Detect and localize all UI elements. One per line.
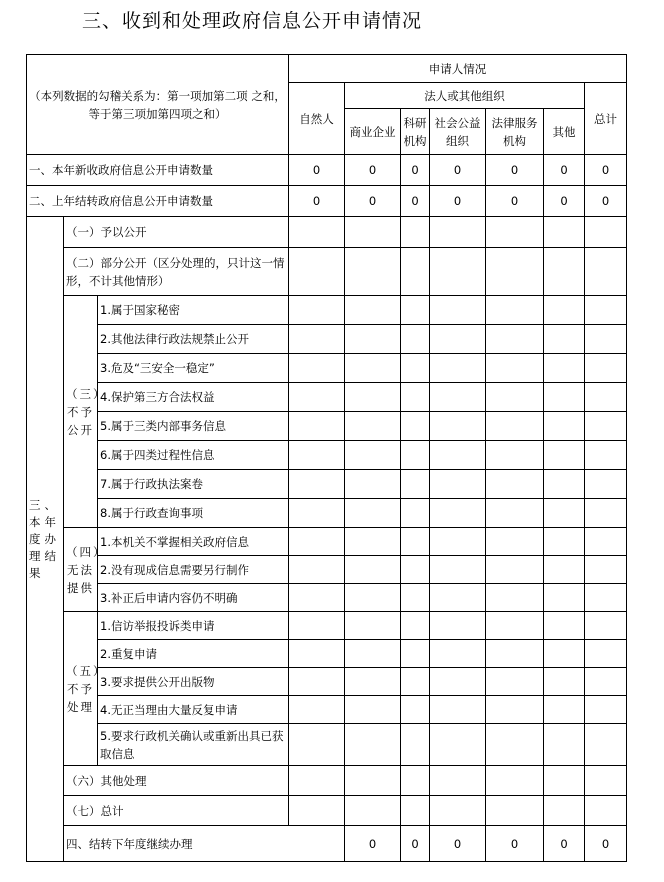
row-results-3-label: （三）不予公开 xyxy=(64,296,98,528)
row-next-year-label: 四、结转下年度继续办理 xyxy=(64,826,345,862)
row-results-3-item: 6.属于四类过程性信息 xyxy=(98,441,289,470)
row-results-5-item: 1.信访举报投诉类申请 xyxy=(98,612,289,640)
value-cell: 0 xyxy=(401,155,430,186)
row-new-label: 一、本年新收政府信息公开申请数量 xyxy=(27,155,289,186)
value-cell: 0 xyxy=(345,186,401,217)
row-results-3-item: 4.保护第三方合法权益 xyxy=(98,383,289,412)
value-cell: 0 xyxy=(401,186,430,217)
row-results-4-item: 3.补正后申请内容仍不明确 xyxy=(98,584,289,612)
legal-group-header: 法人或其他组织 xyxy=(345,83,585,109)
col-natural: 自然人 xyxy=(289,83,345,155)
value-cell: 0 xyxy=(401,826,430,862)
table-note: （本列数据的勾稽关系为：第一项加第二项 之和，等于第三项加第四项之和） xyxy=(27,55,289,155)
row-results-6: （六）其他处理 xyxy=(64,766,289,796)
applicant-header: 申请人情况 xyxy=(289,55,627,83)
row-results-5-label: （五）不予处理 xyxy=(64,612,98,766)
value-cell: 0 xyxy=(544,826,585,862)
col-business: 商业企业 xyxy=(345,109,401,155)
row-results-3-item: 8.属于行政查询事项 xyxy=(98,499,289,528)
value-cell: 0 xyxy=(486,186,544,217)
row-results-4-label: （四）无法提供 xyxy=(64,528,98,612)
foi-applications-table xyxy=(26,54,627,862)
col-research: 科研机构 xyxy=(401,109,430,155)
row-results-2: （二）部分公开（区分处理的，只计这一情形，不计其他情形） xyxy=(64,248,289,296)
value-cell: 0 xyxy=(289,186,345,217)
row-results-3-item: 7.属于行政执法案卷 xyxy=(98,470,289,499)
row-results-3-item: 3.危及“三安全一稳定” xyxy=(98,354,289,383)
value-cell: 0 xyxy=(585,826,627,862)
row-results-4-item: 2.没有现成信息需要另行制作 xyxy=(98,556,289,584)
row-results-5-item: 2.重复申请 xyxy=(98,640,289,668)
value-cell: 0 xyxy=(585,155,627,186)
row-results-1: （一）予以公开 xyxy=(64,217,289,248)
row-results-3-item: 1.属于国家秘密 xyxy=(98,296,289,325)
page-title: 三、收到和处理政府信息公开申请情况 xyxy=(82,10,423,32)
row-results-3-item: 2.其他法律行政法规禁止公开 xyxy=(98,325,289,354)
value-cell: 0 xyxy=(345,826,401,862)
value-cell: 0 xyxy=(585,186,627,217)
row-results-label: 三、本年度办理结果 xyxy=(27,217,64,862)
row-results-3-item: 5.属于三类内部事务信息 xyxy=(98,412,289,441)
col-social: 社会公益组织 xyxy=(430,109,486,155)
value-cell: 0 xyxy=(430,826,486,862)
value-cell: 0 xyxy=(486,826,544,862)
row-results-5-item: 4.无正当理由大量反复申请 xyxy=(98,696,289,724)
value-cell: 0 xyxy=(430,186,486,217)
value-cell: 0 xyxy=(345,155,401,186)
row-carried-label: 二、上年结转政府信息公开申请数量 xyxy=(27,186,289,217)
value-cell: 0 xyxy=(289,155,345,186)
col-law: 法律服务机构 xyxy=(486,109,544,155)
col-other: 其他 xyxy=(544,109,585,155)
value-cell: 0 xyxy=(544,186,585,217)
row-results-7: （七）总计 xyxy=(64,796,289,826)
value-cell: 0 xyxy=(486,155,544,186)
value-cell: 0 xyxy=(544,155,585,186)
col-total: 总计 xyxy=(585,83,627,155)
row-results-4-item: 1.本机关不掌握相关政府信息 xyxy=(98,528,289,556)
value-cell: 0 xyxy=(430,155,486,186)
row-results-5-item: 3.要求提供公开出版物 xyxy=(98,668,289,696)
row-results-5-item: 5.要求行政机关确认或重新出具已获取信息 xyxy=(98,724,289,766)
